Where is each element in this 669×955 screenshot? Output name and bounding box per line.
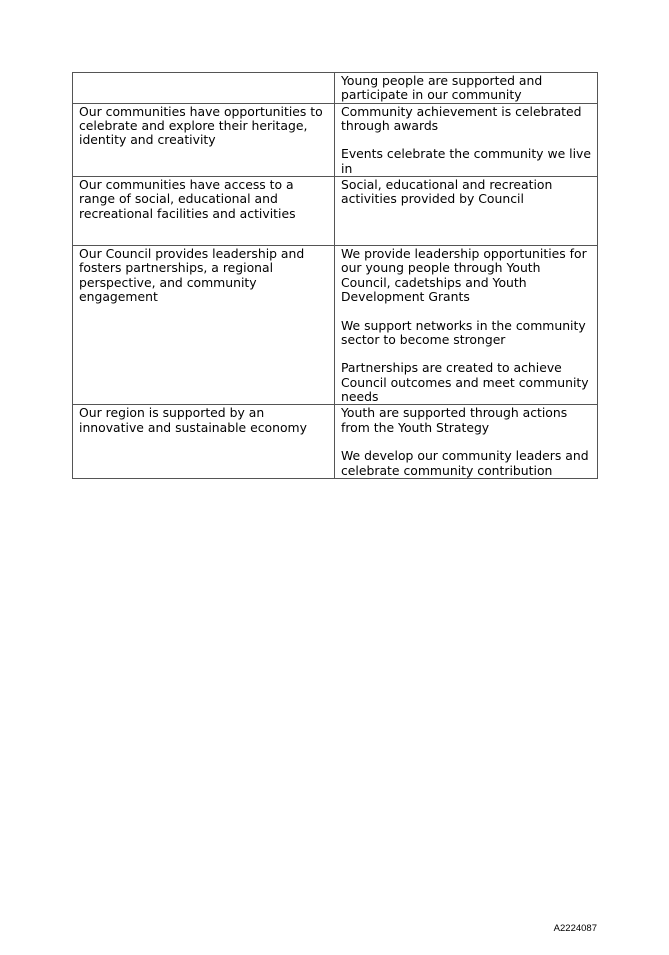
table-row	[73, 246, 598, 405]
actions-cell	[335, 177, 598, 246]
outcome-text: Our communities have access to a range of social, educational and recreational facilities and activities	[79, 177, 296, 221]
outcome-text: Our communities have opportunities to celebrate and explore their heritage, identity and creativity	[79, 103, 323, 148]
action-text: Events celebrate the community we live in	[341, 146, 591, 176]
outcome-cell	[73, 405, 335, 478]
action-text: We provide leadership opportunities for our young people through Youth Council, cadetships and Youth Development Grants	[341, 246, 587, 304]
table-row	[73, 73, 598, 104]
outcome-cell	[73, 103, 335, 176]
outcome-text: Our Council provides leadership and fosters partnerships, a regional perspective, and community engagement	[79, 246, 305, 304]
action-text: Social, educational and recreation activities provided by Council	[341, 177, 553, 207]
action-text: We develop our community leaders and celebrate community contribution	[341, 448, 589, 478]
document-reference: A2224087	[553, 923, 597, 934]
action-text: Community achievement is celebrated through awards	[341, 103, 582, 133]
table-row	[73, 405, 598, 478]
action-text: Partnerships are created to achieve Council outcomes and meet community needs	[341, 360, 589, 405]
outcome-cell	[73, 246, 335, 405]
action-text: Youth are supported through actions from the Youth Strategy	[341, 405, 568, 435]
actions-cell	[335, 73, 598, 104]
outcomes-table	[72, 72, 598, 479]
table-row	[73, 177, 598, 246]
outcome-text: Our region is supported by an innovative and sustainable economy	[79, 405, 307, 435]
table-row	[73, 103, 598, 176]
action-text: Young people are supported and participate in our community	[341, 73, 543, 103]
actions-cell	[335, 103, 598, 176]
actions-cell	[335, 405, 598, 478]
actions-cell	[335, 246, 598, 405]
action-text: We support networks in the community sector to become stronger	[341, 317, 586, 347]
outcome-cell	[73, 177, 335, 246]
outcome-cell	[73, 73, 335, 104]
